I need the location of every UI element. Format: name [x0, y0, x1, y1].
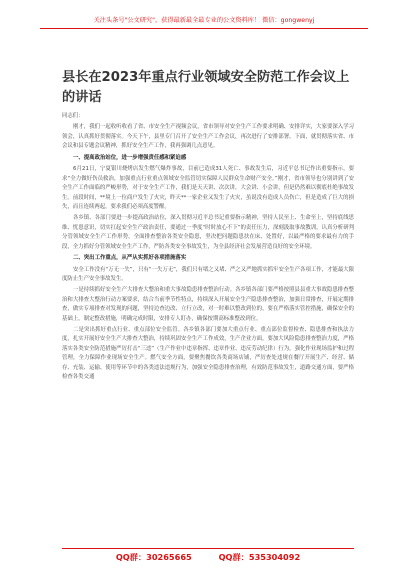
paragraph: 各乡镇、各部门要进一步提高政治站位，深入贯彻习近平总书记重要指示精神，坚持人民至上、生命至上，坚持底线思维、忧患意识，切实扛起安全生产政治责任，要通过一季度“时时放心不下”的责任压力，深刻汲取事故教训，认真分析研判分管领域安全生产工作形势，全面排查整治各类安全隐患，坚决把问题隐患扶在床、处置好，以最严格的要求最有力的手段，全力抓好分管领域安全生产工作，严防各类安全事故发生，为全县经济社会发展营造良好的安全环境。	[62, 215, 354, 250]
paragraph: 二是突出抓好重点行业、重点部位安全监管。各乡镇各部门要加大重点行业、重点部位监督检查、隐患排查和执法力度，扎实开展好安全生产大排查大整治，持续巩固安全生产工作成效，生产企业方面，要加大风险隐患排查整治力度，严格落实各类安全防范措施严厉打击“三违”（生产作业中违章指挥、违章作业、违反劳动纪律）行为，强化作业现场监护和过程管理，全力保障作业现场安全生产。燃气安全方面，要聚焦餐饮各类商场店铺，严厉查处违规在餐厅开展生产、经营、储存、充装、运输、使用等环节中的各类违法违规行为，加强安全隐患排查治理，有效防范事故发生，道路交通方面，要严格检查各类交通	[62, 326, 354, 380]
footer-contact-bar	[62, 548, 354, 565]
document-body	[62, 112, 354, 384]
section-heading: 二、突出工作重点，从严从实抓好各项措施落实	[73, 255, 187, 261]
document-title: 县长在2023年重点行业领域安全防范工作会议上的讲话	[62, 70, 350, 105]
paragraph: 刚才，我们一起收听收看了省、市安全生产视频会议，省市领导对安全生产工作要求明确、安排详实，大家要深入学习领会，认真抓好贯彻落实。今天下午，县里专门召开了安全生产工作会议，再次进行了安排部署。下面，就贯彻落实省、市会议和县专题会议精神，抓好安全生产工作，我再强调几点意见。	[62, 124, 354, 149]
paragraph: 6月21日，宁夏银川烧烤店发生燃气爆炸事故，目前已造成31人死亡、事故发生后，习近平总书记作出重要指示，要求“全力做好伤员救治，加强重点行业重点领域安全监管切实保障人民群众生命财产安全。”刚才，省市领导也分别讲到了安全生产工作面临的严峻形势，对于安全生产工作，我们是天天讲、次次讲，大会讲、小会讲，但是仍然难以彻底杜绝事故发生。前段时间，**境上一位商户发生了火灾，昨天**一家企业又发生了火灾，虽说没有造成人员伤亡，但是造成了巨大的损失，而且连续两起，要求我们必须高度警醒。	[62, 166, 354, 210]
section-heading: 一、提高政治站位，进一步增强责任感和紧迫感	[73, 154, 187, 161]
paragraph: 安全工作没有“万无一失”，只有“一失万无”，我们只有堵之又堵、严之又严地抓实抓牢安全生产各项工作，才能最大限度防止生产安全事故发生。	[62, 266, 354, 282]
paragraph: 一是持续抓好安全生产大排查大整治和重大事故隐患排查整治行动。各乡镇各部门要严格按照县县重大事故隐患排查整治和大排查大整治行动方案要求，结合当前季节性特点，持续深入开展安全生产隐患排查整治，加强日常排查，开展定期排查，做实专项排查对发现的问题，坚持边查边改、立行立改，对一时难以整改到位的，要在严格落实管控措施，确保安全的基础上，制定整改措施，明确完成时限，安排专人盯办，确保按期高标准整改到位。	[62, 287, 354, 322]
salutation: 同志们：	[62, 113, 84, 119]
qq-group-1: QQ群：30265665	[115, 552, 192, 562]
qq-group-2: QQ群：535304092	[218, 552, 301, 562]
top-banner: 关注头条号"公文研究"，获得最新最全最专业的公文资料库！ 微信：gongwenyj	[40, 14, 368, 29]
